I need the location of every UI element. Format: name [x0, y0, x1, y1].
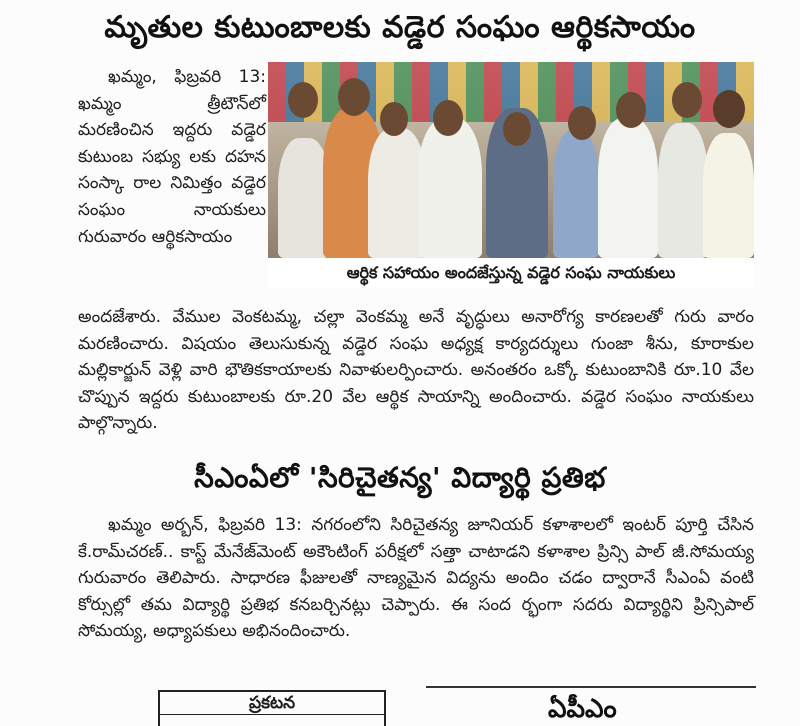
article1-body-text: అందజేశారు. వేముల వెంకటమ్మ, చల్లా వెంకమ్మ అనే వృద్ధులు అనారోగ్య కారణలతో గురు వారం మరణించారు. విషయం తెలుసుకున్న వడ్డెర సంఘ అధ్యక్ష కార్యదర్శులు గుంజా శీను, కూరాకుల మల్లికార్జున్ వెళ్లి వారి భౌతికకాయాలకు నివాళులర్పించారు. అనంతరం ఒక్కో కుటుంబానికి రూ.10 వేల చొప్పున ఇద్దరు కుటుంబాలకు రూ.20 వేల ఆర్థిక సాయాన్ని అందించారు. వడ్డెర సంఘం నాయకులు పాల్గొన్నారు. — [78, 307, 754, 434]
photo-person — [598, 118, 658, 258]
article2-headline: సీఎంఏలో 'సిరిచైతన్య' విద్యార్థి ప్రతిభ — [194, 461, 606, 494]
photo-head — [288, 82, 318, 118]
photo-person — [658, 123, 708, 258]
photo-person — [553, 130, 599, 258]
photo-head — [568, 106, 596, 140]
article1-lead: ఖమ్మం, ఫిబ్రవరి 13: ఖమ్మం త్రీటౌన్‌లో మరణించిన ఇద్దరు వడ్డెర కుటుంబ సభ్యు లకు దహన సంస్కా రాల నిమిత్తం వడ్డెర సంఘం నాయకులు గురువారం ఆర్థికసాయం — [78, 67, 266, 247]
photo-head — [616, 92, 646, 128]
photo-head — [338, 78, 370, 116]
photo-head — [503, 112, 531, 146]
article1-headline: మృతుల కుటుంబాలకు వడ్డెర సంఘం ఆర్థికసాయం — [104, 10, 696, 45]
next-headline: ఏపీఎం — [548, 694, 617, 724]
article1-photo — [268, 62, 754, 258]
article2-body-text: ఖమ్మం అర్బన్, ఫిబ్రవరి 13: నగరంలోని సిరిచైతన్య జూనియర్ కళాశాలలో ఇంటర్ పూర్తి చేసిన కే.రామ్‌చరణ్.. కాస్ట్ మేనేజ్‌మెంట్ అకౌంటింగ్ పరీక్షలో సత్తా చాటాడని కళాశాల ప్రిన్సి పాల్ జీ.సోమయ్య గురువారం తెలిపారు. సాధారణ ఫీజులతో నాణ్యమైన విద్యను అందిం చడం ద్వారానే సీఎంఏ వంటి కోర్సుల్లో తమ విద్యార్థి ప్రతిభ కనబర్చినట్లు చెప్పారు. ఈ సంద ర్భంగా సదరు విద్యార్థిని ప్రిన్సిపాల్ సోమయ్య, అధ్యాపకులు అభినందించారు. — [78, 515, 754, 642]
photo-head — [380, 102, 408, 136]
photo-person — [418, 118, 482, 258]
advertisement-box — [158, 690, 386, 726]
photo-head — [433, 100, 463, 136]
advertisement-title: ప్రకటన — [160, 692, 384, 715]
article1-body — [78, 304, 754, 437]
photo-head — [672, 82, 702, 118]
photo-caption: ఆర్థిక సహాయం అందజేస్తున్న వడ్డెర సంఘ నాయకులు — [268, 258, 754, 288]
section-divider — [426, 686, 756, 688]
photo-head — [713, 90, 745, 128]
article2-body — [78, 512, 754, 645]
article1-column-paragraph — [78, 64, 266, 250]
photo-person — [703, 133, 754, 258]
